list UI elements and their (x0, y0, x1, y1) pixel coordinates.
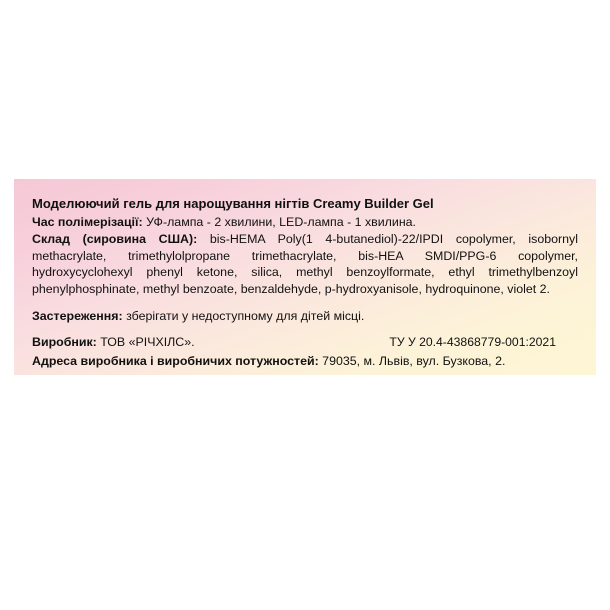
ingredients-label: Склад (сировина США): (32, 232, 198, 247)
product-title: Моделюючий гель для нарощування нігтів Creamy Builder Gel (32, 196, 434, 211)
tu-code: ТУ У 20.4-43868779-001:2021 (389, 335, 556, 350)
manufacturer-group (32, 334, 195, 350)
manufacturer-value: ТОВ «РІЧХІЛС». (96, 335, 195, 350)
polymerization-time-row (32, 214, 578, 230)
address-label: Адреса виробника і виробничих потужностей: (32, 353, 319, 368)
warning-row (32, 308, 578, 324)
product-label-panel (14, 179, 596, 375)
warning-label: Застереження: (32, 309, 123, 324)
polymerization-time-label: Час полімерізації: (32, 215, 143, 229)
manufacturer-row (32, 334, 578, 350)
manufacturer-label: Виробник: (32, 335, 97, 350)
ingredients-row (32, 231, 578, 297)
address-row (32, 353, 578, 369)
address-value: 79035, м. Львів, вул. Бузкова, 2. (318, 353, 506, 368)
ingredients-value: bis-HEMA Poly(1 4-butanediol)-22/IPDI copolymer, isobornyl methacrylate, trimethylolpropane trimethacrylate, bis-HEA SMDI/PPG-6 copolymer, hydroxycyclohexyl phenyl ketone, silica, methyl benzoylformate, ethyl trimethylbenzoyl phenylphosphinate, methyl benzoate, benzaldehyde, p-hydroxyanisole, hydroquinone, violet 2. (32, 232, 578, 296)
warning-value: зберігати у недоступному для дітей місці. (122, 309, 365, 324)
polymerization-time-value: УФ-лампа - 2 хвилини, LED-лампа - 1 хвилина. (142, 215, 416, 229)
